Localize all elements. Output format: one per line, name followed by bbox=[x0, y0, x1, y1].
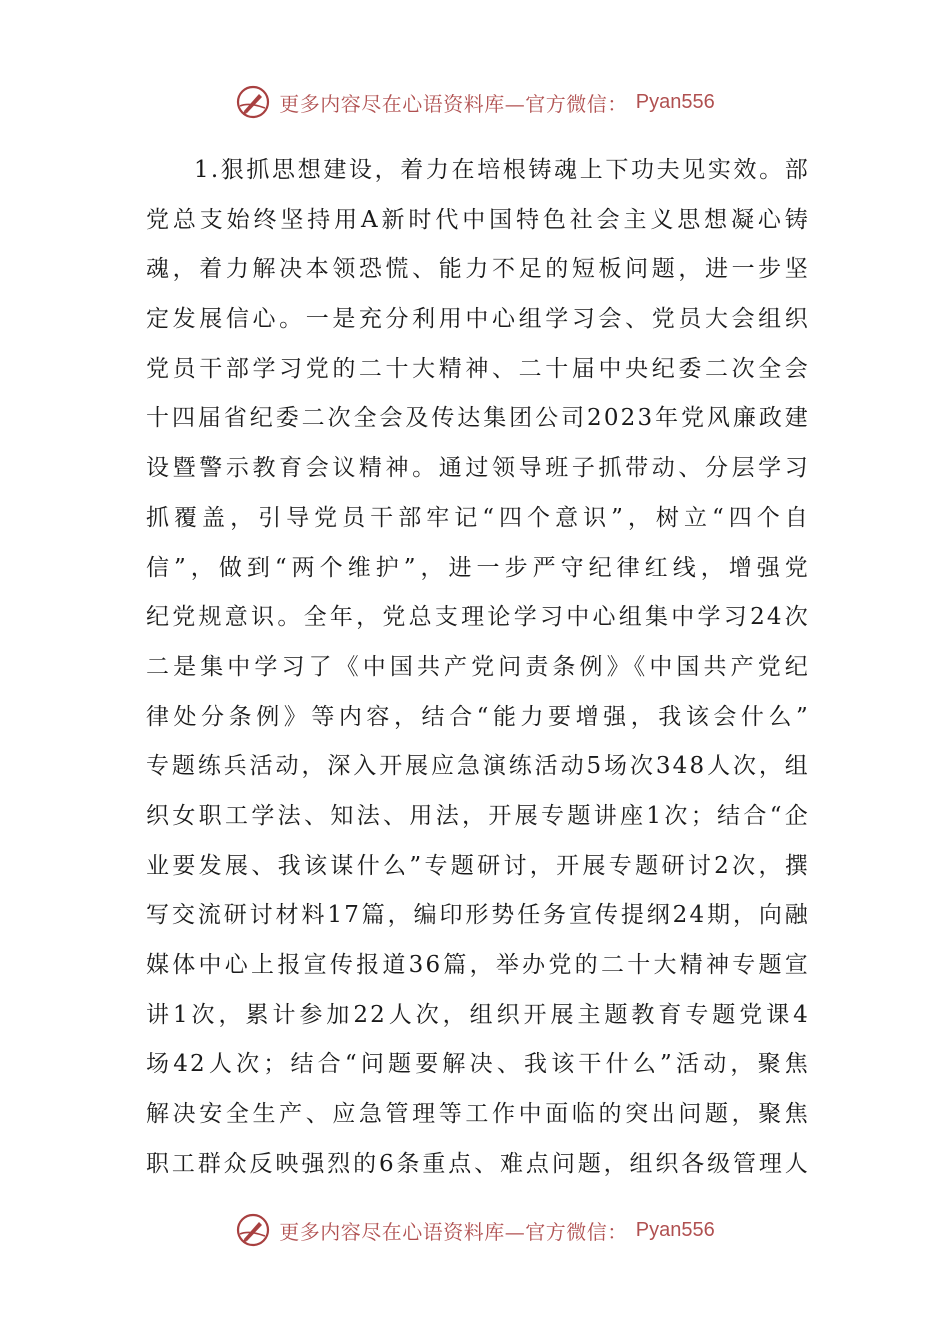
paragraph-line: 纪党规意识。全年，党总支理论学习中心组集中学习24次 bbox=[146, 604, 810, 631]
paragraph-line: 党总支始终坚持用A新时代中国特色社会主义思想凝心铸 bbox=[146, 206, 810, 233]
paragraph-line: 1.狠抓思想建设，着力在培根铸魂上下功夫见实效。部 bbox=[194, 157, 810, 183]
paragraph-line: 业要发展、我该谋什么”专题研讨，开展专题研讨2次，撰 bbox=[146, 852, 810, 879]
watermark-wechat-handle: Pyan556 bbox=[635, 90, 715, 113]
paragraph-line: 织女职工学法、知法、用法，开展专题讲座1次；结合“企 bbox=[146, 802, 810, 829]
paragraph-line: 专题练兵活动，深入开展应急演练活动5场次348人次，组 bbox=[146, 753, 810, 780]
paragraph-line: 律处分条例》等内容，结合“能力要增强，我该会什么” bbox=[146, 703, 810, 730]
paragraph-line: 媒体中心上报宣传报道36篇，举办党的二十大精神专题宣 bbox=[146, 952, 810, 978]
watermark-header bbox=[0, 84, 950, 120]
paragraph-line: 党员干部学习党的二十大精神、二十届中央纪委二次全会 bbox=[146, 355, 810, 382]
paragraph-line: 信”，做到“两个维护”，进一步严守纪律红线，增强党 bbox=[146, 554, 810, 581]
paragraph-line: 解决安全生产、应急管理等工作中面临的突出问题，聚焦 bbox=[146, 1101, 810, 1128]
paragraph-line: 十四届省纪委二次全会及传达集团公司2023年党风廉政建 bbox=[146, 405, 810, 432]
paragraph-line: 场42人次；结合“问题要解决、我该干什么”活动，聚焦 bbox=[146, 1051, 810, 1078]
paragraph-line: 写交流研讨材料17篇，编印形势任务宣传提纲24期，向融 bbox=[146, 902, 810, 929]
document-body bbox=[146, 146, 810, 1189]
paragraph-line: 魂，着力解决本领恐慌、能力不足的短板问题，进一步坚 bbox=[146, 256, 810, 283]
pen-logo-icon bbox=[235, 84, 271, 120]
watermark-text: 更多内容尽在心语资料库—官方微信： bbox=[279, 1219, 628, 1244]
paragraph-line: 抓覆盖，引导党员干部牢记“四个意识”，树立“四个自 bbox=[146, 504, 810, 531]
paragraph-line: 讲1次，累计参加22人次，组织开展主题教育专题党课4 bbox=[146, 1001, 810, 1028]
paragraph-line: 设暨警示教育会议精神。通过领导班子抓带动、分层学习 bbox=[146, 455, 810, 482]
watermark-wechat-handle: Pyan556 bbox=[635, 1218, 715, 1241]
pen-logo-icon bbox=[235, 1212, 271, 1248]
paragraph-line: 二是集中学习了《中国共产党问责条例》《中国共产党纪 bbox=[146, 653, 810, 680]
paragraph-line: 定发展信心。一是充分利用中心组学习会、党员大会组织 bbox=[146, 306, 810, 333]
watermark-footer bbox=[0, 1212, 950, 1248]
watermark-text: 更多内容尽在心语资料库—官方微信： bbox=[279, 91, 628, 116]
paragraph-line: 职工群众反映强烈的6条重点、难点问题，组织各级管理人 bbox=[146, 1150, 810, 1177]
